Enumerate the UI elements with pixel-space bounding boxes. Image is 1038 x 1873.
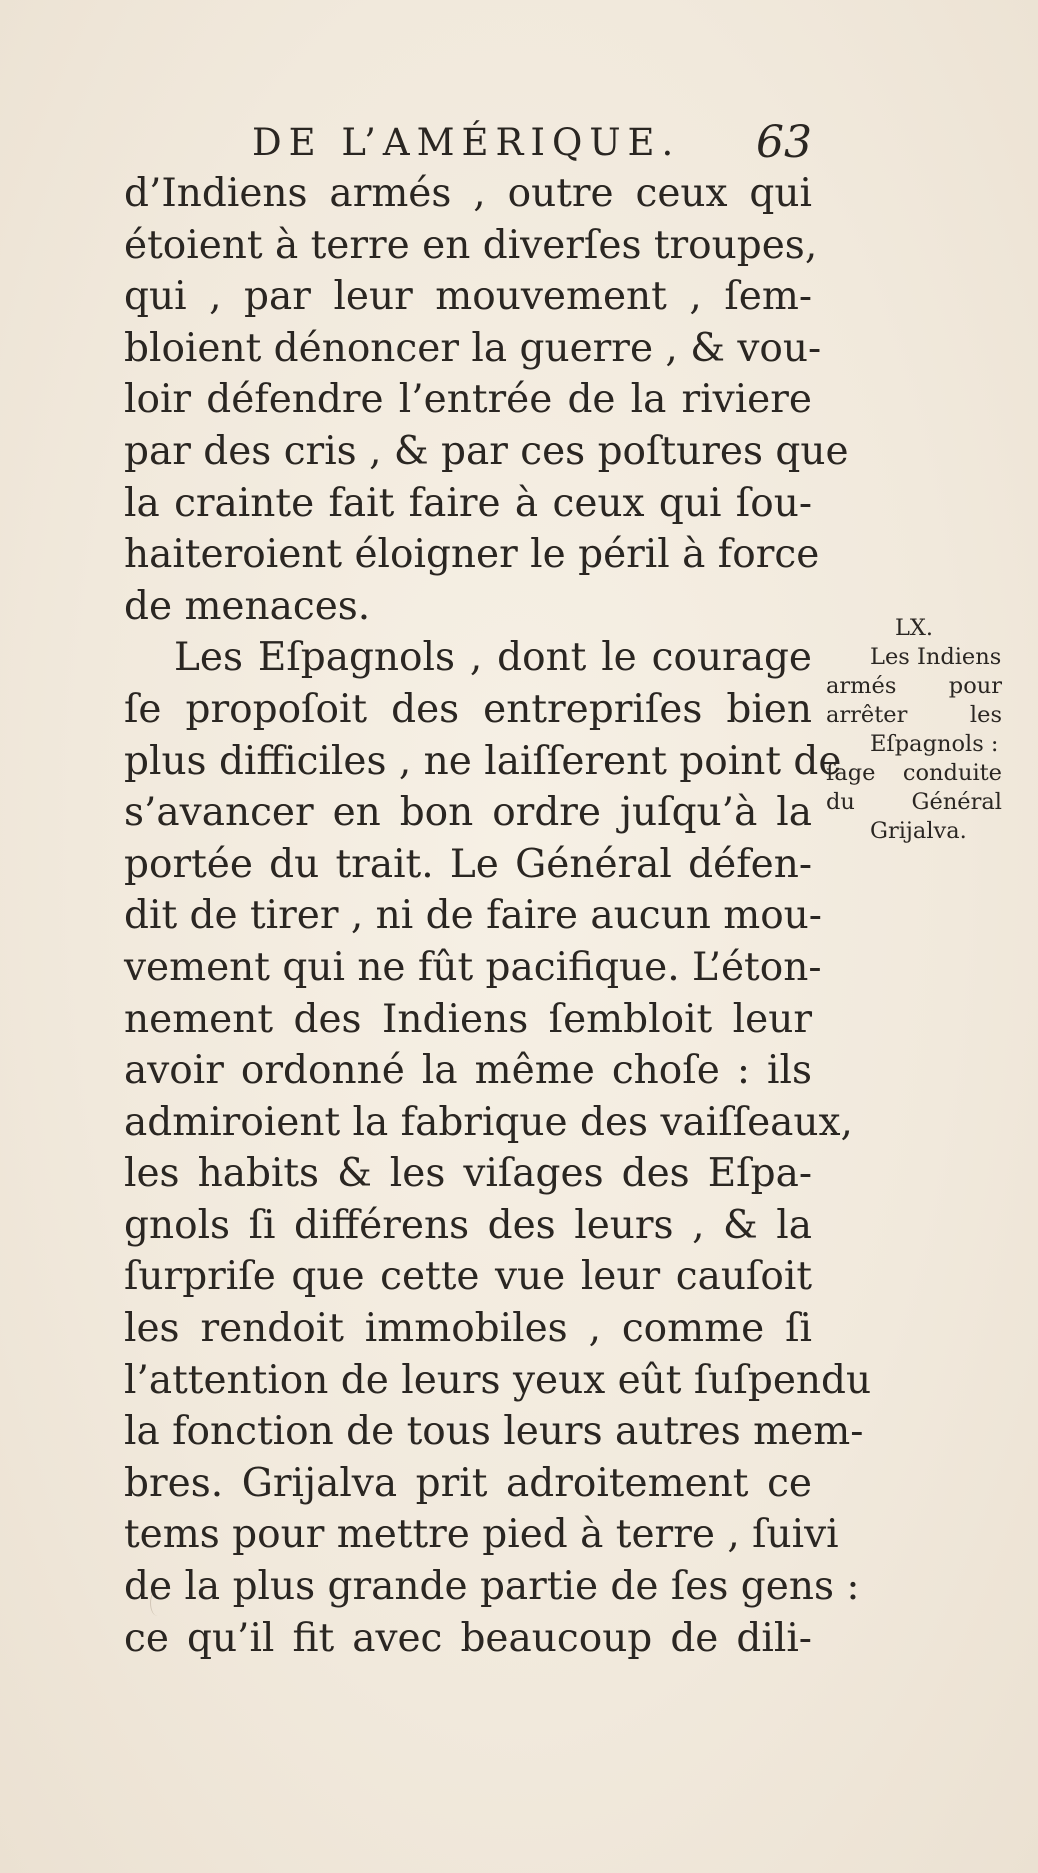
text-line: qui , par leur mouvement , ſem- [124, 274, 812, 320]
text-line: les rendoit immobiles , comme ſi [124, 1306, 812, 1352]
marginal-note-number: LX. [894, 615, 934, 641]
text-line: la fonction de tous leurs autres mem- [124, 1409, 864, 1455]
marginal-note-line: Grijalva. [870, 818, 967, 844]
text-line: l’attention de leurs yeux eût ſuſpendu [124, 1357, 872, 1403]
paper-mark [150, 1590, 165, 1616]
body-text [124, 168, 872, 1664]
text-line: de menaces. [124, 583, 371, 629]
text-line: plus difficiles , ne laiſſerent point de [124, 738, 842, 784]
text-line: gnols ſi différens des leurs , & la [124, 1202, 812, 1248]
text-line: dit de tirer , ni de faire aucun mou- [124, 893, 822, 939]
text-line: nement des Indiens ſembloit leur [124, 996, 812, 1042]
text-line: par des cris , & par ces poſtures que [124, 428, 849, 474]
text-line: vement qui ne fût pacifique. L’éton- [124, 944, 822, 990]
text-line: tems pour mettre pied à terre , ſuivi [124, 1512, 839, 1558]
text-line: ſe propoſoit des entrepriſes bien [124, 686, 812, 732]
text-line: avoir ordonné la même choſe : ils [124, 1048, 812, 1094]
marginal-note-line: Eſpagnols : [870, 731, 999, 757]
text-line: Les Eſpagnols , dont le courage [174, 635, 812, 681]
text-line: s’avancer en bon ordre juſqu’à la [124, 790, 812, 836]
marginal-note-line: du Général [826, 789, 1002, 815]
text-line: bres. Grijalva prit adroitement ce [124, 1460, 812, 1506]
text-line: les habits & les viſages des Eſpa- [124, 1151, 812, 1197]
page-number: 63 [756, 117, 812, 168]
text-line: ce qu’il fit avec beaucoup de dili- [124, 1615, 812, 1661]
text-line: admiroient la fabrique des vaiſſeaux, [124, 1099, 853, 1145]
running-head-title: DE L’AMÉRIQUE. [252, 121, 681, 164]
text-line: portée du trait. Le Général défen- [124, 841, 812, 887]
marginal-note [826, 614, 1002, 846]
text-line: de la plus grande partie de ſes gens : [124, 1564, 860, 1610]
text-line: loir défendre l’entrée de la riviere [124, 377, 812, 423]
text-line: bloient dénoncer la guerre , & vou- [124, 325, 822, 371]
marginal-note-line: Les Indiens [870, 644, 1002, 670]
running-head [252, 118, 812, 168]
text-line: haiteroient éloigner le péril à force [124, 532, 820, 578]
marginal-note-line: ſage conduite [826, 760, 1002, 786]
marginal-note-line: armés pour [826, 673, 1002, 699]
text-line: la crainte fait faire à ceux qui ſou- [124, 480, 812, 526]
text-line: ſurpriſe que cette vue leur cauſoit [124, 1254, 812, 1300]
marginal-note-line: arrêter les [826, 702, 1002, 728]
text-line: étoient à terre en diverſes troupes, [124, 222, 818, 268]
text-line: d’Indiens armés , outre ceux qui [124, 171, 812, 216]
